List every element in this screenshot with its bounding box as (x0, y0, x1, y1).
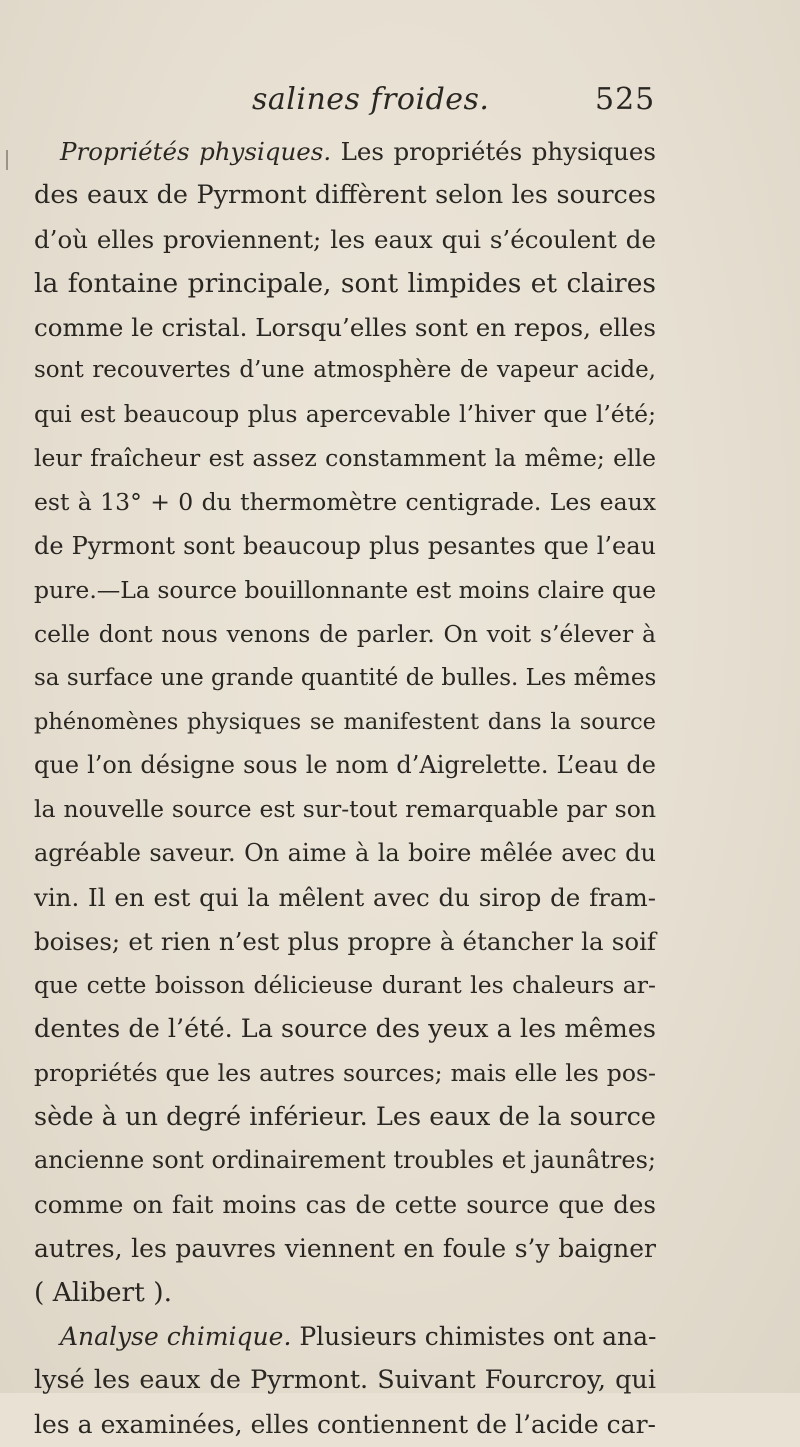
text-line: est à 13° + 0 du thermomètre centigrade. Les eaux (34, 488, 656, 517)
section-heading: Propriétés physiques. (60, 137, 332, 166)
text-line: la nouvelle source est sur-tout remarquable par son (34, 795, 656, 824)
text-line: lysé les eaux de Pyrmont. Suivant Fourcroy, qui (34, 1364, 656, 1395)
text-line: propriétés que les autres sources; mais elle les pos- (34, 1058, 656, 1087)
page-number: 525 (595, 82, 656, 117)
text-line: que l’on désigne sous le nom d’Aigrelette. L’eau de (34, 751, 656, 780)
text-line: leur fraîcheur est assez constamment la même; elle (34, 444, 656, 473)
text-line: vin. Il en est qui la mêlent avec du sirop de fram- (34, 883, 656, 913)
text-line: ancienne sont ordinairement troubles et jaunâtres; (34, 1146, 656, 1175)
text-line: ( Alibert ). (34, 1277, 172, 1309)
text-line: la fontaine principale, sont limpides et claires (34, 267, 656, 299)
text-line: comme le cristal. Lorsqu’elles sont en repos, elles (34, 312, 656, 342)
text-line: sède à un degré inférieur. Les eaux de la source (34, 1101, 656, 1132)
body-text (34, 130, 656, 1447)
text-line: de Pyrmont sont beaucoup plus pesantes que l’eau (34, 532, 656, 561)
text-line: sa surface une grande quantité de bulles. Les mêmes (34, 664, 657, 691)
section-heading: Analyse chimique. (60, 1322, 292, 1352)
page-header (0, 82, 800, 122)
text-line: que cette boisson délicieuse durant les chaleurs ar- (34, 970, 656, 999)
text-line: comme on fait moins cas de cette source que des (34, 1190, 656, 1220)
text-line: Propriétés physiques. Les propriétés physiques (60, 137, 656, 166)
text-line: Analyse chimique. Plusieurs chimistes ont ana- (60, 1322, 657, 1352)
text-line: sont recouvertes d’une atmosphère de vapeur acide, (34, 357, 656, 384)
text-line: dentes de l’été. La source des yeux a les mêmes (34, 1013, 656, 1044)
text-line: qui est beaucoup plus apercevable l’hiver que l’été; (34, 400, 656, 429)
text-line: agréable saveur. On aime à la boire mêlée avec du (34, 839, 656, 868)
text-line: phénomènes physiques se manifestent dans la source (34, 708, 656, 735)
text-line: des eaux de Pyrmont diffèrent selon les sources (34, 179, 656, 210)
margin-mark (6, 150, 8, 170)
text-line: autres, les pauvres viennent en foule s’y baigner (34, 1234, 656, 1264)
running-title: salines froides. (252, 82, 490, 117)
text-line: les a examinées, elles contiennent de l’acide car- (34, 1409, 656, 1439)
text-line: pure.—La source bouillonnante est moins claire que (34, 575, 657, 604)
text-line: d’où elles proviennent; les eaux qui s’écoulent de (34, 224, 656, 254)
text-line: celle dont nous venons de parler. On voit s’élever à (34, 619, 656, 648)
text-line: boises; et rien n’est plus propre à étancher la soif (34, 927, 656, 957)
